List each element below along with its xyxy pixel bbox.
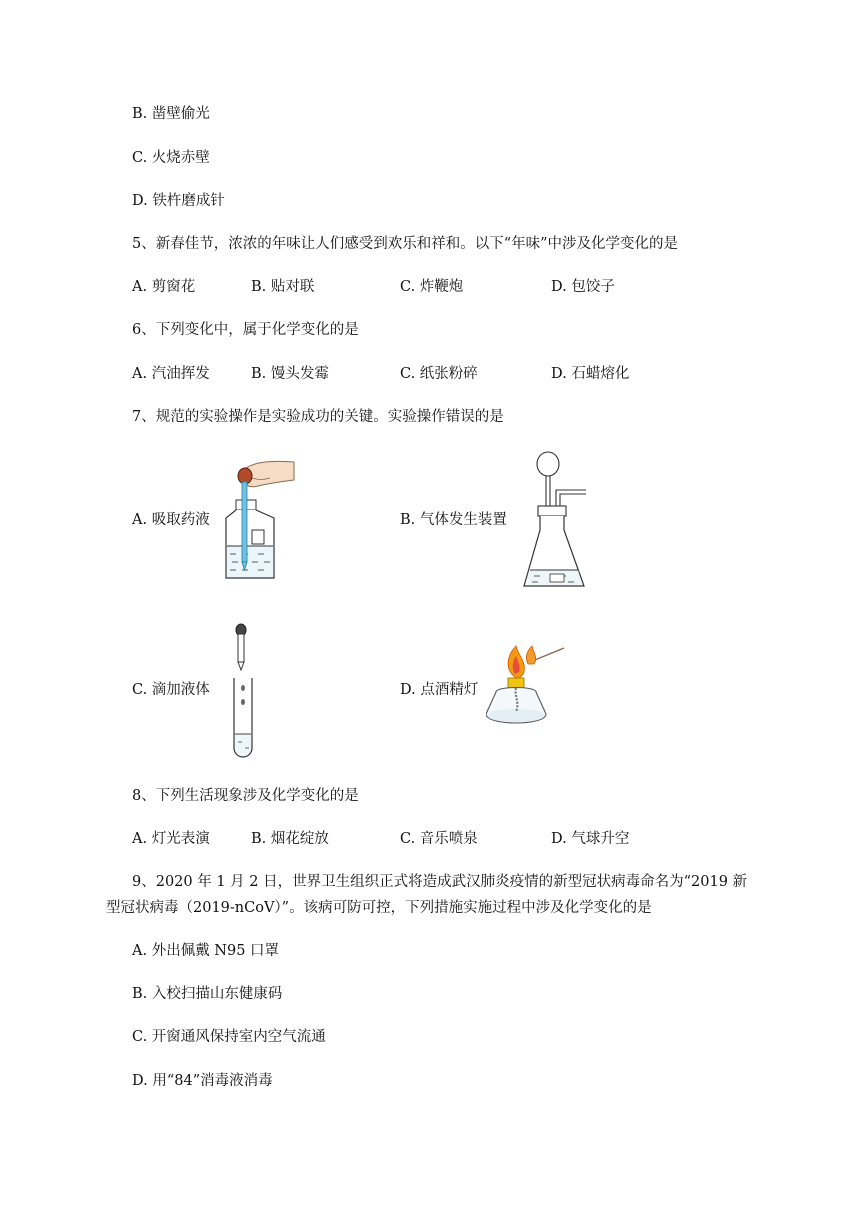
q8-option-c: C. 音乐喷泉 <box>400 831 478 847</box>
q9-stem-line1: 9、2020 年 1 月 2 日，世界卫生组织正式将造成武汉肺炎疫情的新型冠状病毒命名为“2019 新 <box>132 874 748 890</box>
q9-option-c: C. 开窗通风保持室内空气流通 <box>132 1029 326 1045</box>
q6-option-b: B. 馒头发霉 <box>251 366 329 382</box>
q4-option-b: B. 凿壁偷光 <box>132 106 210 122</box>
q7-option-a: A. 吸取药液 <box>132 512 210 528</box>
q6-stem: 6、下列变化中，属于化学变化的是 <box>132 322 359 338</box>
q7-option-b: B. 气体发生装置 <box>400 512 507 528</box>
q4-option-d: D. 铁杵磨成针 <box>132 193 225 209</box>
q9-option-a: A. 外出佩戴 N95 口罩 <box>132 943 280 959</box>
q5-option-a: A. 剪窗花 <box>132 279 196 295</box>
drip-liquid-figure <box>225 622 261 758</box>
q8-option-d: D. 气球升空 <box>551 831 630 847</box>
dropper-suction-figure <box>218 456 298 582</box>
q8-option-a: A. 灯光表演 <box>132 831 210 847</box>
q5-option-d: D. 包饺子 <box>551 279 615 295</box>
q5-stem: 5、新春佳节，浓浓的年味让人们感受到欢乐和祥和。以下“年味”中涉及化学变化的是 <box>132 236 679 252</box>
q6-option-d: D. 石蜡熔化 <box>551 366 630 382</box>
q4-option-c: C. 火烧赤壁 <box>132 150 210 166</box>
q9-option-d: D. 用“84”消毒液消毒 <box>132 1073 273 1089</box>
gas-generator-figure <box>520 450 592 592</box>
q7-option-d: D. 点酒精灯 <box>400 682 479 698</box>
q5-option-c: C. 炸鞭炮 <box>400 279 464 295</box>
q7-option-c: C. 滴加液体 <box>132 682 210 698</box>
q6-option-c: C. 纸张粉碎 <box>400 366 478 382</box>
q8-stem: 8、下列生活现象涉及化学变化的是 <box>132 788 359 804</box>
q6-option-a: A. 汽油挥发 <box>132 366 210 382</box>
q7-stem: 7、规范的实验操作是实验成功的关键。实验操作错误的是 <box>132 409 504 425</box>
q9-option-b: B. 入校扫描山东健康码 <box>132 986 283 1002</box>
q9-stem-line2: 型冠状病毒（2019-nCoV）”。该病可防可控，下列措施实施过程中涉及化学变化的是 <box>106 900 652 916</box>
q8-option-b: B. 烟花绽放 <box>251 831 329 847</box>
q5-option-b: B. 贴对联 <box>251 279 315 295</box>
alcohol-lamp-figure <box>486 642 568 734</box>
